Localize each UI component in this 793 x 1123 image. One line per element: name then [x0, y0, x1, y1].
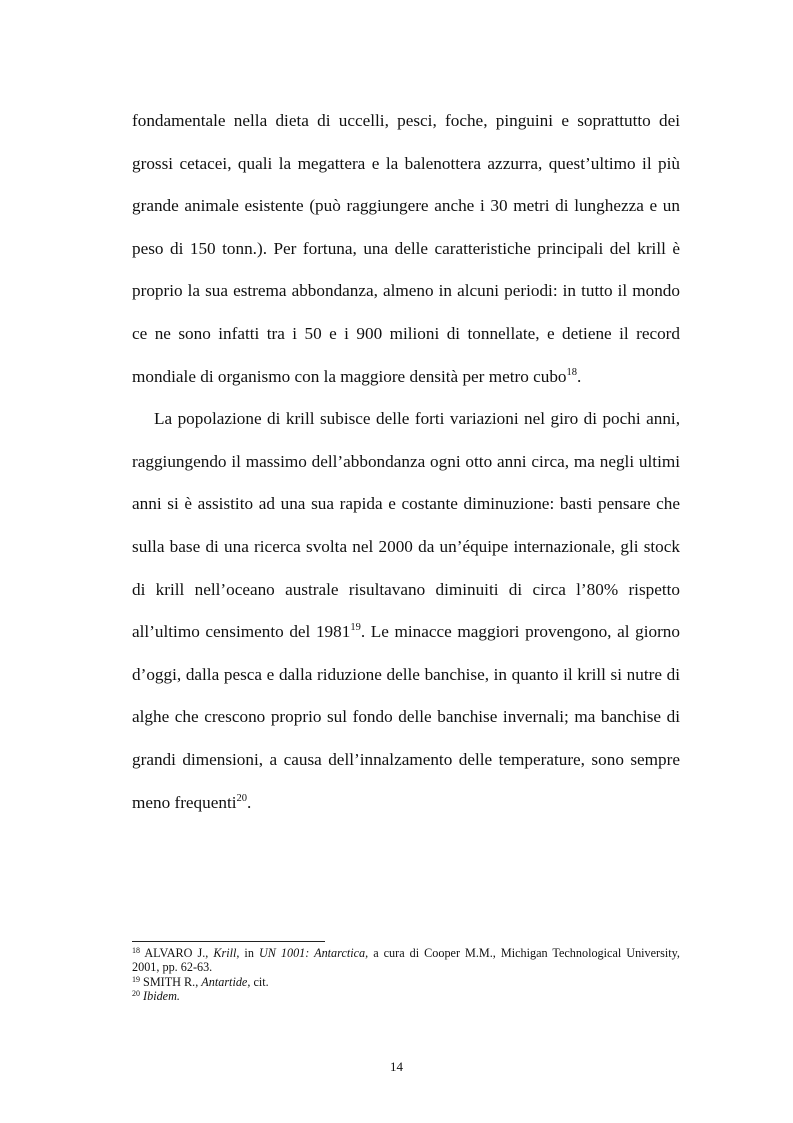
footnote-ref-18[interactable]: 18 — [566, 366, 578, 378]
footnote-connector: in — [239, 946, 259, 960]
footnote-number: 18 — [132, 946, 140, 955]
footnote-details: a cura di Cooper M.M., Michigan Technological University, 2001, pp. 62-63. — [132, 946, 680, 975]
footnote-separator — [132, 941, 325, 942]
footnote-details: cit. — [250, 974, 269, 989]
footnote-author: ALVARO J., — [140, 946, 214, 960]
paragraph-1-text: fondamentale nella dieta di uccelli, pesci, foche, pinguini e soprattutto dei grossi cetacei, quali la megattera e la balenottera azzurra, quest’ultimo il più grande animale esistente (può raggiungere anche i 30 metri di lunghezza e un peso di 150 tonn.). Per fortuna, una delle caratteristiche principali del krill è proprio la sua estrema abbondanza, almeno in alcuni periodi: in tutto il mondo ce ne sono infatti tra i 50 e i 900 milioni di tonnellate, e detiene il record mondiale di organismo con la maggiore densità per metro cubo — [132, 111, 680, 386]
footnote-title: Antartide, — [201, 974, 251, 989]
footnote-title: Ibidem. — [143, 988, 180, 1003]
paragraph-2-end: . — [247, 792, 252, 812]
footnotes — [132, 946, 680, 1003]
paragraph-1 — [132, 100, 680, 398]
footnote-number: 20 — [132, 988, 140, 998]
paragraph-2 — [132, 398, 680, 824]
paragraph-2-text: La popolazione di krill subisce delle forti variazioni nel giro di pochi anni, raggiungendo il massimo dell’abbondanza ogni otto anni circa, ma negli ultimi anni si è assistito ad una sua rapida e costante diminuzione: basti pensare che sulla base di una ricerca svolta nel 2000 da un’équipe internazionale, gli stock di krill nell’oceano australe risultavano diminuiti di circa l’80% rispetto all’ultimo censimento del 1981 — [132, 409, 680, 642]
footnote-19 — [132, 975, 680, 989]
footnote-source: UN 1001: Antarctica, — [258, 946, 369, 960]
footnote-ref-19[interactable]: 19 — [350, 622, 361, 634]
footnote-number: 19 — [132, 974, 140, 984]
footnote-author: SMITH R., — [140, 974, 202, 989]
paragraph-2-text-cont: . Le minacce maggiori provengono, al giorno d’oggi, dalla pesca e dalla riduzione delle banchise, in quanto il krill si nutre di alghe che crescono proprio sul fondo delle banchise invernali; ma banchise di grandi dimensioni, a causa dell’innalzamento delle temperature, sono sempre meno frequenti — [132, 622, 680, 812]
page-number: 14 — [390, 1059, 403, 1074]
paragraph-1-end: . — [577, 366, 582, 386]
footnote-20 — [132, 989, 680, 1003]
footnote-title: Krill, — [213, 946, 240, 960]
footnote-18 — [132, 946, 680, 975]
footnote-ref-20[interactable]: 20 — [236, 792, 248, 804]
main-text — [132, 100, 680, 824]
